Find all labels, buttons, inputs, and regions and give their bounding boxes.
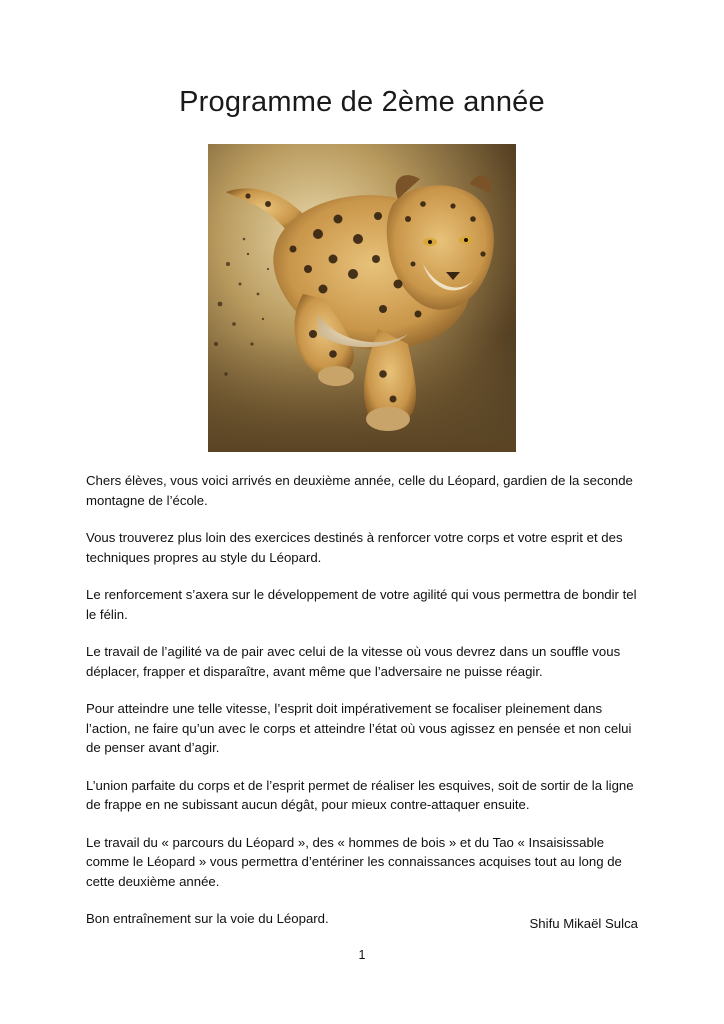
- paragraph: Le renforcement s’axera sur le développement de votre agilité qui vous permettra de bondir tel le félin.: [86, 587, 637, 622]
- paragraph: Bon entraînement sur la voie du Léopard.: [86, 911, 329, 926]
- paragraph: Pour atteindre une telle vitesse, l’esprit doit impérativement se focaliser pleinement dans l’action, ne faire qu’un avec le corps et atteindre l’état où vous agissez en pensée et non celui de penser avant d’agir.: [86, 701, 632, 755]
- paragraph: Le travail du « parcours du Léopard », des « hommes de bois » et du Tao « Insaisissable comme le Léopard » vous permettra d’entériner les connaissances acquises tout au long de cette deuxième année.: [86, 834, 622, 889]
- paragraph: Le travail de l’agilité va de pair avec celui de la vitesse où vous devrez dans un souffle vous déplacer, frapper et disparaître, avant même que l’adversaire ne puisse réagir.: [86, 644, 621, 679]
- page-number: 1: [358, 948, 366, 962]
- paragraph: Vous trouverez plus loin des exercices destinés à renforcer votre corps et votre esprit et des techniques propres au style du Léopard.: [86, 530, 623, 565]
- page-title: Programme de 2ème année: [179, 86, 545, 118]
- letter-body: [86, 471, 646, 947]
- paragraph: Chers élèves, vous voici arrivés en deuxième année, celle du Léopard, gardien de la seconde montagne de l’école.: [86, 473, 633, 508]
- leopard-illustration: [208, 144, 516, 452]
- paragraph: L’union parfaite du corps et de l’esprit permet de réaliser les esquives, soit de sortir de la ligne de frappe en ne subissant aucun dégât, pour mieux contre-attaquer ensuite.: [86, 777, 634, 812]
- signature: Shifu Mikaël Sulca: [529, 916, 638, 931]
- leopard-image: [208, 144, 516, 452]
